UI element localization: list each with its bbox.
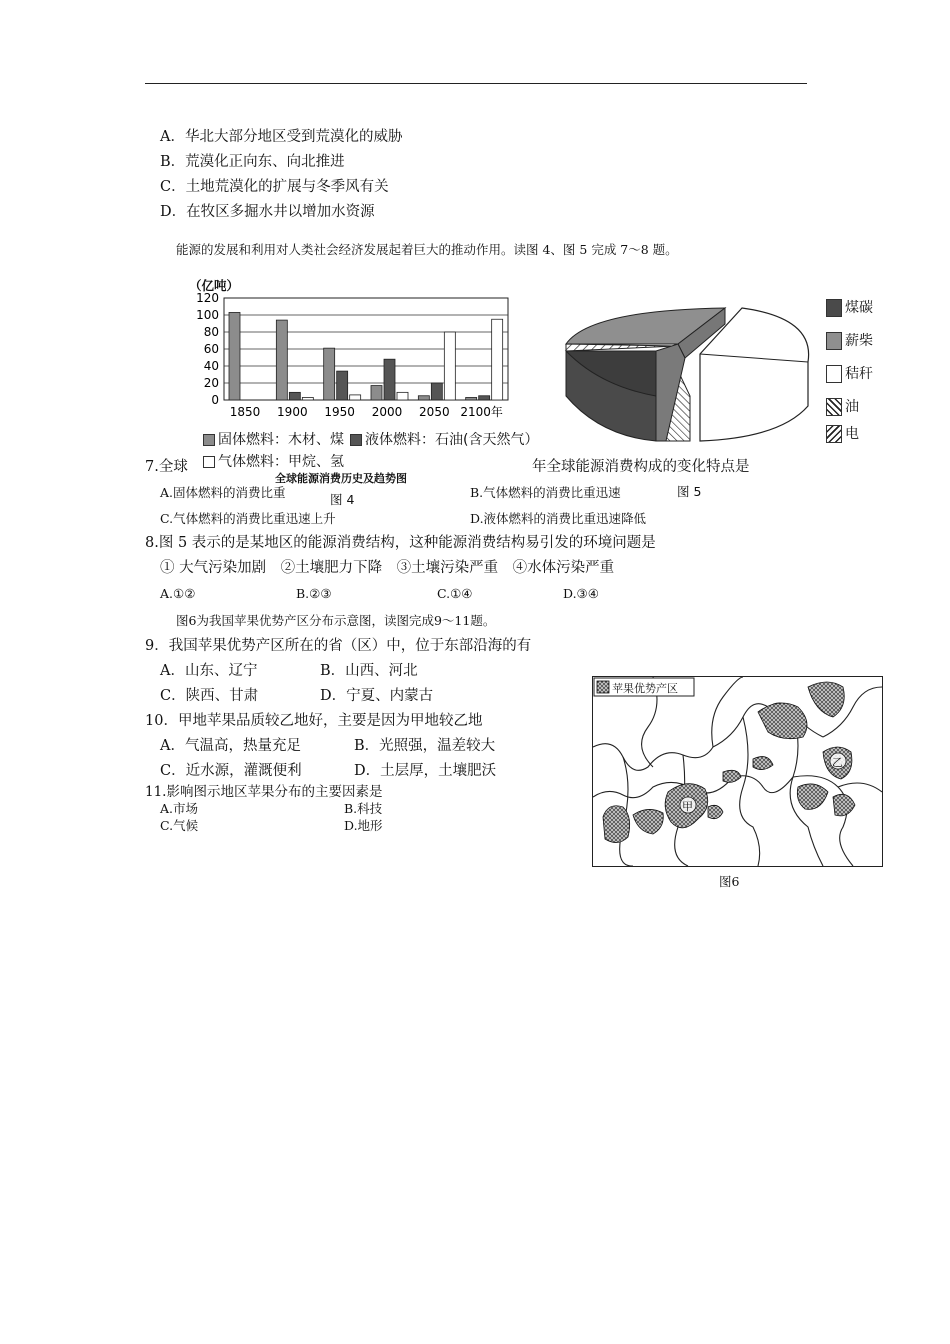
q7-option-b: B.气体燃料的消费比重迅速: [470, 485, 621, 500]
q8-stem: 8.图 5 表示的是某地区的能源消费结构，这种能源消费结构易引发的环境问题是: [145, 535, 656, 551]
apple-regions: [603, 682, 855, 843]
fig4-caption: 图 4: [330, 492, 355, 507]
q9-stem: 9．我国苹果优势产区所在的省（区）中，位于东部沿海的有: [145, 638, 532, 654]
y-tick-label: 40: [203, 359, 219, 373]
q8-option-a: A.①②: [160, 586, 196, 601]
q8-option-b: B.②③: [296, 586, 332, 601]
q7-stem-left: 7.全球: [145, 459, 188, 475]
bar-liquid: [337, 371, 348, 400]
y-tick-label: 100: [196, 308, 219, 322]
fig5-legend-firewood: [826, 330, 873, 350]
y-tick-label: 120: [196, 291, 219, 305]
bar-liquid: [289, 392, 300, 400]
legend-swatch-straw: [826, 365, 842, 383]
legend-swatch-gas: [203, 456, 215, 468]
bar-solid: [324, 348, 335, 400]
legend-label-oil: 油: [845, 399, 859, 415]
q10-stem: 10．甲地苹果品质较乙地好，主要是因为甲地较乙地: [145, 713, 483, 729]
q8-option-d: D.③④: [563, 586, 599, 601]
q9-option-d: D．宁夏、内蒙古: [320, 688, 434, 704]
fig4-unit: （亿吨）: [189, 278, 240, 293]
bar-liquid: [431, 383, 442, 400]
legend-swatch-coal: [826, 299, 842, 317]
legend-swatch-firewood: [826, 332, 842, 350]
q11-option-c: C.气候: [160, 818, 199, 833]
x-tick-label: 1950: [324, 405, 355, 419]
bar-solid: [276, 320, 287, 400]
q6-option-d: D．在牧区多掘水井以增加水资源: [160, 204, 375, 220]
legend-label-solid: 固体燃料：木材、煤: [218, 432, 344, 448]
fig5-legend-oil: [826, 396, 859, 416]
bar-liquid: [384, 359, 395, 400]
legend-label-gas: 气体燃料：甲烷、氢: [218, 454, 344, 470]
q11-stem: 11.影响图示地区苹果分布的主要因素是: [145, 784, 383, 800]
fig4-bar-chart: [190, 290, 525, 425]
y-tick-label: 20: [203, 376, 219, 390]
legend-label-liquid: 液体燃料：石油(含天然气）: [365, 432, 539, 448]
bar-gas: [350, 395, 361, 400]
legend-swatch-solid: [203, 434, 215, 446]
bar-solid: [418, 396, 429, 400]
legend-label-straw: 秸秆: [845, 366, 873, 382]
q6-option-c: C．土地荒漠化的扩展与冬季风有关: [160, 179, 389, 195]
q8-items: ① 大气污染加剧 ②土壤肥力下降 ③土壤污染严重 ④水体污染严重: [160, 560, 615, 576]
q11-option-d: D.地形: [344, 818, 383, 833]
y-tick-label: 60: [203, 342, 219, 356]
q6-option-a: A．华北大部分地区受到荒漠化的威胁: [160, 129, 403, 145]
q8-option-c: C.①④: [437, 586, 473, 601]
fig5-legend-electric: [826, 423, 859, 443]
legend-label-firewood: 薪柴: [845, 333, 873, 349]
fig5-caption: 图 5: [677, 484, 702, 499]
y-tick-label: 80: [203, 325, 219, 339]
bar-solid: [466, 397, 477, 400]
fig4-legend-solid: [203, 429, 344, 449]
legend-swatch-oil: [826, 398, 842, 416]
fig5-legend-coal: [826, 297, 873, 317]
header-rule: [145, 83, 807, 84]
q7-option-c: C.气体燃料的消费比重迅速上升: [160, 511, 336, 526]
x-tick-label: 2050: [419, 405, 450, 419]
q10-option-a: A．气温高，热量充足: [160, 738, 301, 754]
fig6-caption: 图6: [719, 874, 740, 889]
fig6-map-svg: [593, 677, 882, 866]
q10-option-b: B．光照强，温差较大: [354, 738, 496, 754]
bar-liquid: [479, 396, 490, 400]
q11-option-b: B.科技: [344, 801, 383, 816]
q6-option-b: B．荒漠化正向东、向北推进: [160, 154, 345, 170]
intro-9-11: 图6为我国苹果优势产区分布示意图，读图完成9～11题。: [176, 613, 496, 628]
bar-solid: [229, 312, 240, 400]
intro-7-8: 能源的发展和利用对人类社会经济发展起着巨大的推动作用。读图 4、图 5 完成 7～8 题。: [176, 242, 678, 257]
fig6-map: [592, 676, 883, 867]
x-tick-label: 2100年: [460, 405, 503, 419]
y-tick-label: 0: [211, 393, 219, 407]
fig6-legend-label: 苹果优势产区: [612, 682, 678, 695]
fig4-title: 全球能源消费历史及趋势图: [275, 472, 407, 485]
q10-option-d: D．土层厚，土壤肥沃: [354, 763, 497, 779]
legend-swatch-electric: [826, 425, 842, 443]
bar-gas: [302, 397, 313, 400]
q7-option-d: D.液体燃料的消费比重迅速降低: [470, 511, 647, 526]
q7-stem-right: 年全球能源消费构成的变化特点是: [532, 459, 750, 475]
bar-gas: [444, 332, 455, 400]
legend-label-coal: 煤碳: [845, 300, 873, 316]
q9-option-b: B．山西、河北: [320, 663, 418, 679]
q10-option-c: C．近水源，灌溉便利: [160, 763, 302, 779]
bar-gas: [397, 392, 408, 400]
x-tick-label: 1900: [277, 405, 308, 419]
fig6-legend-swatch: [597, 681, 609, 693]
label-yi: 乙: [832, 756, 843, 769]
label-jia: 甲: [682, 800, 693, 813]
q11-option-a: A.市场: [160, 801, 199, 816]
bar-solid: [371, 386, 382, 400]
q7-option-a: A.固体燃料的消费比重: [160, 485, 286, 500]
fig5-pie-chart: [560, 296, 815, 446]
fig4-legend-liquid: [350, 429, 538, 449]
x-tick-label: 1850: [229, 405, 261, 419]
fig4-legend-gas: [203, 451, 344, 471]
bar-gas: [492, 319, 503, 400]
legend-label-electric: 电: [845, 426, 859, 442]
fig5-legend-straw: [826, 363, 873, 383]
legend-swatch-liquid: [350, 434, 362, 446]
x-tick-label: 2000: [371, 405, 403, 419]
q9-option-c: C．陕西、甘肃: [160, 688, 259, 704]
q9-option-a: A．山东、辽宁: [160, 663, 258, 679]
